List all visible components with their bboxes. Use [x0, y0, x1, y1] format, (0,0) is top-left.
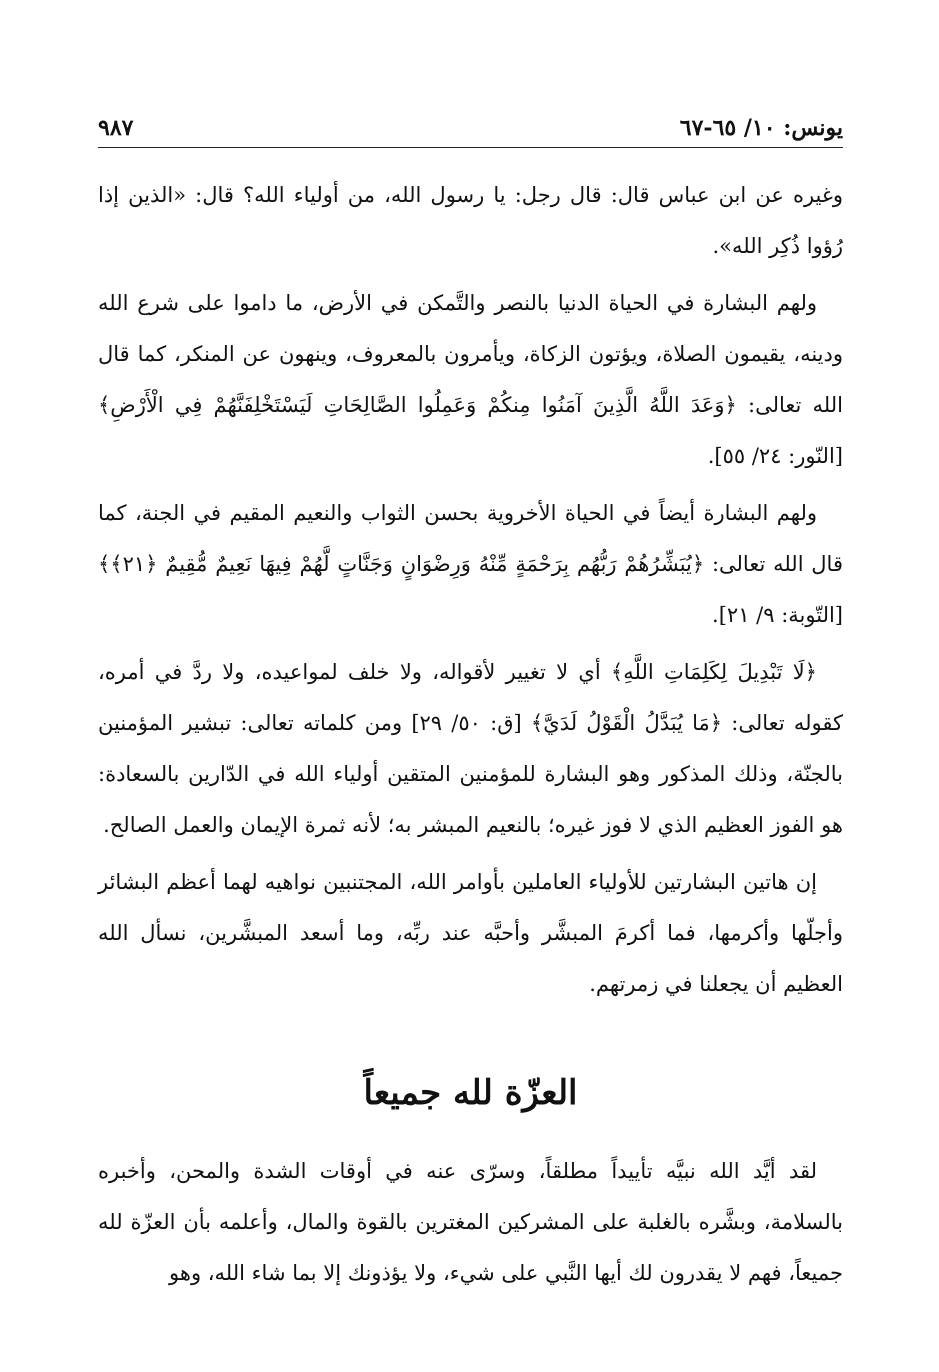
page-number: ٩٨٧	[98, 115, 134, 141]
page-header	[98, 108, 843, 148]
paragraph-2: ولهم البشارة في الحياة الدنيا بالنصر والتَّمكن في الأرض، ما داموا على شرع الله ودينه، يقيمون الصلاة، ويؤتون الزكاة، ويأمرون بالمعروف، وينهون عن المنكر، كما قال الله تعالى: ﴿وَعَدَ اللَّهُ الَّذِينَ آمَنُوا مِنكُمْ وَعَمِلُوا الصَّالِحَاتِ لَيَسْتَخْلِفَنَّهُمْ فِي الْأَرْضِ﴾ [النّور: ٢٤/ ٥٥].	[98, 291, 844, 468]
section-paragraph-1: لقد أيَّد الله نبيَّه تأييداً مطلقاً، وسرّى عنه في أوقات الشدة والمحن، وأخبره بالسلامة، وبشَّره بالغلبة على المشركين المغترين بالقوة والمال، وأعلمه بأن العزّة لله جميعاً، فهم لا يقدرون لك أيها النَّبي على شيء، ولا يؤذونك إلا بما شاء الله، وهو	[98, 1159, 843, 1285]
page-body	[98, 170, 843, 1305]
paragraph-4: ﴿لَا تَبْدِيلَ لِكَلِمَاتِ اللَّهِ﴾ أي لا تغيير لأقواله، ولا خلف لمواعيده، ولا ردَّ في أمره، كقوله تعالى: ﴿مَا يُبَدَّلُ الْقَوْلُ لَدَيَّ﴾ [ق: ٥٠/ ٢٩] ومن كلماته تعالى: تبشير المؤمنين بالجنّة، وذلك المذكور وهو البشارة للمؤمنين المتقين أولياء الله في الدّارين بالسعادة: هو الفوز العظيم الذي لا فوز غيره؛ بالنعيم المبشر به؛ لأنه ثمرة الإيمان والعمل الصالح.	[98, 660, 843, 837]
paragraph-5: إن هاتين البشارتين للأولياء العاملين بأوامر الله، المجتنبين نواهيه لهما أعظم البشائر وأجلّها وأكرمها، فما أكرمَ المبشَّر وأحبَّه عند ربِّه، وما أسعد المبشَّرين، نسأل الله العظيم أن يجعلنا في زمرتهم.	[98, 870, 843, 996]
running-title: يونس: ١٠/ ٦٥-٦٧	[679, 115, 843, 141]
section-title: العزّة لله جميعاً	[363, 1073, 578, 1113]
paragraph-3: ولهم البشارة أيضاً في الحياة الأخروية بحسن الثواب والنعيم المقيم في الجنة، كما قال الله تعالى: ﴿يُبَشِّرُهُمْ رَبُّهُم بِرَحْمَةٍ مِّنْهُ وَرِضْوَانٍ وَجَنَّاتٍ لَّهُمْ فِيهَا نَعِيمٌ مُّقِيمٌ ﴿٢١﴾﴾ [التّوبة: ٩/ ٢١].	[98, 501, 843, 627]
paragraph-1: وغيره عن ابن عباس قال: قال رجل: يا رسول الله، من أولياء الله؟ قال: «الذين إذا رُؤوا ذُكِر الله».	[98, 183, 843, 258]
